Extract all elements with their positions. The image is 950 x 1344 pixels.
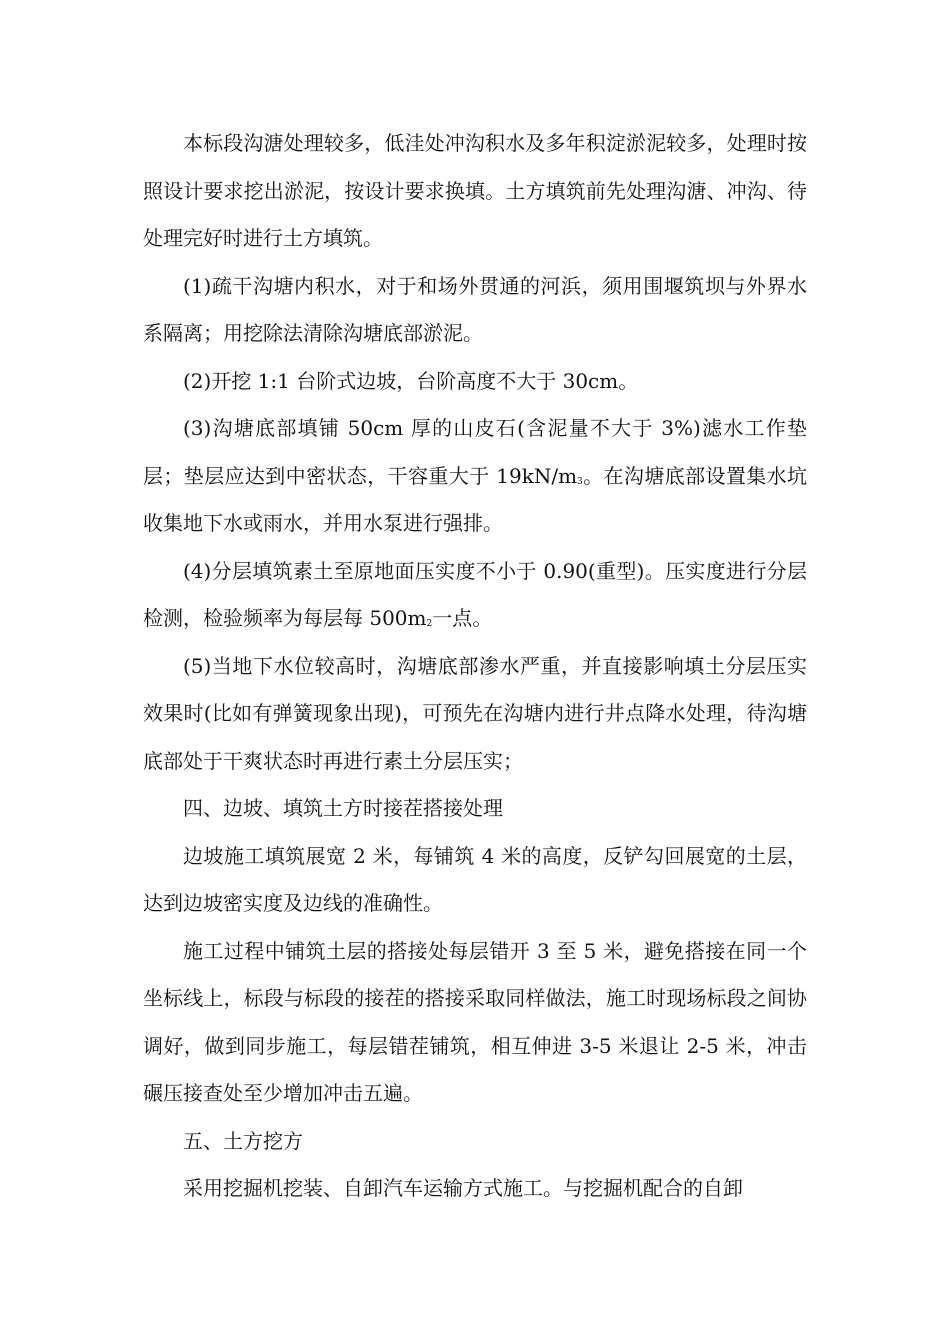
unit-superscript: 2 xyxy=(426,619,433,629)
paragraph-item-3-text: (3)沟塘底部填铺 50cm 厚的山皮石(含泥量不大于 3%)滤水工作垫层；垫层应达到中密状态，干容重大于 19kN/m xyxy=(143,416,807,488)
paragraph-item-1: (1)疏干沟塘内积水，对于和场外贯通的河浜，须用围堰筑坝与外界水系隔离；用挖除法清除沟塘底部淤泥。 xyxy=(143,273,807,345)
paragraph-excavation: 采用挖掘机挖装、自卸汽车运输方式施工。与挖掘机配合的自卸 xyxy=(183,1176,743,1200)
section-heading-5: 五、土方挖方 xyxy=(183,1128,303,1153)
paragraph-item-5: (5)当地下水位较高时，沟塘底部渗水严重，并直接影响填土分层压实效果时(比如有弹簧现象出现)，可预先在沟塘内进行井点降水处理，待沟塘底部处于干爽状态时再进行素土分层压实； xyxy=(143,653,807,773)
unit-superscript: 3 xyxy=(577,476,583,487)
paragraph-item-3-tail: 。在沟塘底部设置集水坑收集地下水或雨水，并用水泵进行强排。 xyxy=(143,463,808,535)
paragraph-item-4 xyxy=(143,548,807,643)
paragraph-item-2: (2)开挖 1:1 台阶式边坡，台阶高度不大于 30cm。 xyxy=(183,368,639,393)
paragraph-intro: 本标段沟溏处理较多，低洼处冲沟积水及多年积淀淤泥较多，处理时按照设计要求挖出淤泥，按设计要求换填。土方填筑前先处理沟溏、冲沟、待处理完好时进行土方填筑。 xyxy=(143,131,807,250)
paragraph-slope-widening: 边坡施工填筑展宽 2 米，每铺筑 4 米的高度，反铲勾回展宽的土层，达到边坡密实度及边线的准确性。 xyxy=(143,843,807,915)
paragraph-item-3 xyxy=(143,405,807,548)
paragraph-item-4-tail: 一点。 xyxy=(432,606,493,630)
document-body xyxy=(143,120,807,1213)
paragraph-item-4-text: (4)分层填筑素土至原地面压实度不小于 0.90(重型)。压实度进行分层检测，检验频率为每层每 500m xyxy=(143,558,807,630)
paragraph-lap-joint: 施工过程中铺筑土层的搭接处每层错开 3 至 5 米，避免搭接在同一个坐标线上，标段与标段的接茬的搭接采取同样做法，施工时现场标段之间协调好，做到同步施工，每层错茬铺筑，相互伸进 3-5 米退让 2-5 米，冲击碾压接查处至少增加冲击五遍。 xyxy=(143,938,807,1105)
section-heading-4: 四、边坡、填筑土方时接茬搭接处理 xyxy=(183,796,503,820)
